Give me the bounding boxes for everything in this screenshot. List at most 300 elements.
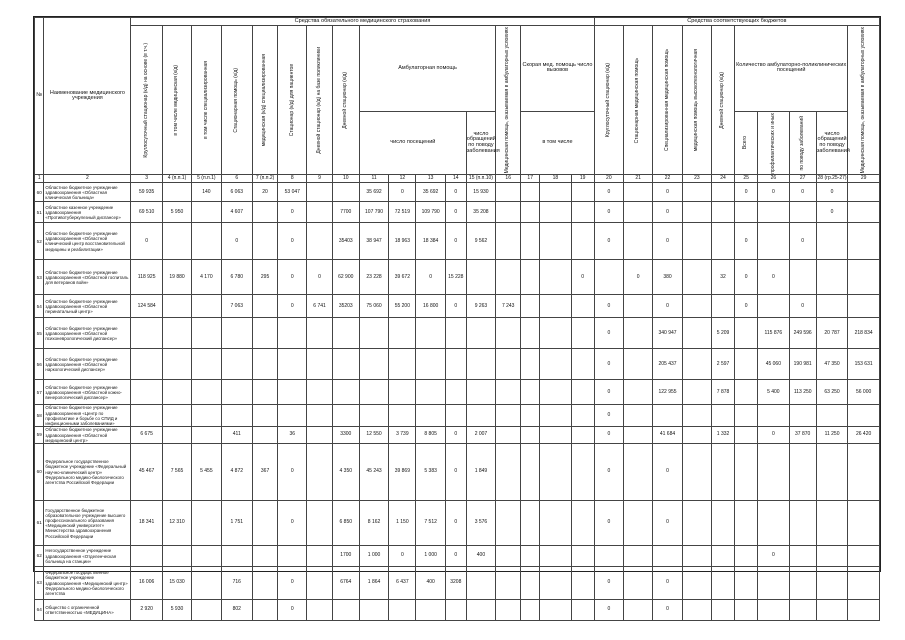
table-cell — [758, 202, 789, 223]
table-cell — [735, 501, 758, 546]
table-cell — [307, 444, 332, 501]
table-cell: 140 — [192, 183, 221, 202]
table-cell: 9 263 — [466, 295, 495, 318]
table-cell: 12 310 — [162, 501, 191, 546]
table-cell: 6 063 — [221, 183, 252, 202]
table-cell — [848, 295, 880, 318]
table-cell — [712, 546, 735, 567]
table-cell — [496, 600, 521, 621]
table-cell — [131, 546, 162, 567]
table-cell — [496, 567, 521, 600]
table-cell: 5 455 — [192, 444, 221, 501]
table-cell — [624, 183, 653, 202]
column-number: 28 (гр.25-27) — [817, 175, 847, 182]
table-cell: 118 925 — [131, 260, 162, 295]
column-number: 6 — [221, 175, 252, 183]
table-cell — [571, 405, 594, 427]
table-cell — [466, 405, 495, 427]
table-cell — [252, 318, 277, 349]
org-name: Областное бюджетное учреждение здравоохранения «Областной психоневрологический диспансер» — [44, 318, 131, 349]
budget-col-20: Круглосуточный стационар (к/д) — [594, 26, 623, 175]
budget-amb-col-27: по поводу заболеваний — [789, 111, 816, 175]
table-row — [35, 183, 880, 202]
table-cell — [521, 223, 540, 260]
table-cell: 0 — [278, 600, 307, 621]
table-cell: 11 250 — [816, 427, 847, 444]
table-cell — [735, 405, 758, 427]
row-number: 59 — [35, 427, 44, 444]
table-cell: 1 332 — [712, 427, 735, 444]
table-cell — [131, 405, 162, 427]
table-cell — [571, 295, 594, 318]
table-cell: 5 400 — [758, 380, 789, 405]
table-cell — [445, 600, 466, 621]
table-cell — [192, 318, 221, 349]
table-cell: 7 243 — [496, 295, 521, 318]
table-cell: 53 047 — [278, 183, 307, 202]
table-cell — [540, 183, 571, 202]
table-cell — [252, 349, 277, 380]
table-cell — [416, 380, 445, 405]
table-cell: 47 350 — [816, 349, 847, 380]
org-name: Областное бюджетное учреждение здравоохранения «Областная клиническая больница» — [44, 183, 131, 202]
table-cell: 0 — [758, 546, 789, 567]
table-cell — [162, 380, 191, 405]
table-cell: 36 — [278, 427, 307, 444]
table-cell — [307, 600, 332, 621]
table-cell — [389, 600, 416, 621]
table-cell: 0 — [594, 427, 623, 444]
column-number: 27 — [789, 175, 816, 183]
table-cell — [712, 600, 735, 621]
table-cell: 45 467 — [131, 444, 162, 501]
table-cell: 0 — [594, 405, 623, 427]
table-cell: 0 — [445, 223, 466, 260]
table-cell — [682, 501, 711, 546]
row-number: 64 — [35, 600, 44, 621]
table-cell — [389, 349, 416, 380]
table-cell: 12 550 — [359, 427, 388, 444]
table-cell: 38 947 — [359, 223, 388, 260]
table-cell: 190 981 — [789, 349, 816, 380]
table-cell — [571, 427, 594, 444]
section-budget: Средства соответствующих бюджетов — [594, 18, 879, 26]
row-number: 60 — [35, 444, 44, 501]
table-cell — [521, 567, 540, 600]
table-cell: 6764 — [332, 567, 359, 600]
org-name: Государственное бюджетное образовательное учреждение высшего профессионального образования «Медицинский университет» Министерства здравоохранения Российской Федерации — [44, 501, 131, 546]
table-cell — [735, 427, 758, 444]
oms-col-16: Медицинская помощь, оказываемая в амбулаторных условиях — [496, 26, 521, 175]
table-cell — [496, 546, 521, 567]
table-cell: 0 — [445, 427, 466, 444]
table-cell — [252, 202, 277, 223]
table-cell — [735, 444, 758, 501]
table-cell: 4 872 — [221, 444, 252, 501]
table-cell: 0 — [445, 202, 466, 223]
table-cell: 0 — [653, 183, 682, 202]
column-number: 18 — [540, 175, 571, 183]
table-row — [35, 567, 880, 600]
table-cell: 72 519 — [389, 202, 416, 223]
table-cell: 153 631 — [848, 349, 880, 380]
table-cell — [521, 318, 540, 349]
column-number: 7 (п.п.2) — [252, 175, 277, 183]
table-cell — [682, 405, 711, 427]
table-cell: 35 692 — [416, 183, 445, 202]
table-cell: 4 607 — [221, 202, 252, 223]
table-cell — [653, 405, 682, 427]
column-number: 22 — [653, 175, 682, 183]
table-row — [35, 380, 880, 405]
table-cell: 18 341 — [131, 501, 162, 546]
table-cell: 3 576 — [466, 501, 495, 546]
table-cell — [571, 380, 594, 405]
table-cell — [389, 380, 416, 405]
table-cell — [307, 183, 332, 202]
table-cell: 0 — [571, 260, 594, 295]
table-cell: 5 209 — [712, 318, 735, 349]
table-cell — [624, 444, 653, 501]
table-cell: 15 030 — [162, 567, 191, 600]
table-cell: 0 — [594, 444, 623, 501]
table-cell — [278, 546, 307, 567]
table-cell — [307, 427, 332, 444]
table-cell — [624, 567, 653, 600]
table-cell — [624, 380, 653, 405]
table-cell — [332, 183, 359, 202]
row-number: 54 — [35, 295, 44, 318]
table-cell: 0 — [445, 183, 466, 202]
table-cell — [359, 380, 388, 405]
table-cell: 39 672 — [389, 260, 416, 295]
column-number: 3 — [131, 175, 162, 183]
table-cell: 63 250 — [816, 380, 847, 405]
table-cell: 6 780 — [221, 260, 252, 295]
table-cell: 0 — [278, 567, 307, 600]
table-cell — [540, 501, 571, 546]
table-cell: 249 596 — [789, 318, 816, 349]
table-cell — [735, 318, 758, 349]
table-cell — [192, 546, 221, 567]
budget-amb-col-25: Всего — [735, 111, 758, 175]
table-cell: 0 — [594, 295, 623, 318]
table-cell: 0 — [416, 260, 445, 295]
table-cell — [682, 260, 711, 295]
table-row — [35, 444, 880, 501]
table-cell: 35203 — [332, 295, 359, 318]
org-name: Областное казенное учреждение здравоохранения «Противотуберкулезный диспансер» — [44, 202, 131, 223]
table-cell — [496, 501, 521, 546]
table-cell — [848, 546, 880, 567]
table-cell — [496, 260, 521, 295]
oms-col-4: в том числе медицинская (к/д) — [162, 26, 191, 175]
table-cell: 15 228 — [445, 260, 466, 295]
org-name: Федеральное государственное бюджетное учреждение здравоохранения «Медицинский центр» Федерального медико-биологического агентства — [44, 567, 131, 600]
table-cell — [445, 405, 466, 427]
table-cell: 0 — [653, 202, 682, 223]
table-row — [35, 202, 880, 223]
table-cell: 1700 — [332, 546, 359, 567]
table-cell — [624, 318, 653, 349]
table-cell: 0 — [445, 295, 466, 318]
table-cell — [466, 349, 495, 380]
table-cell — [192, 349, 221, 380]
table-cell — [540, 600, 571, 621]
report-table — [34, 17, 880, 621]
table-cell: 75 060 — [359, 295, 388, 318]
table-cell — [521, 380, 540, 405]
table-cell — [162, 223, 191, 260]
table-cell — [848, 444, 880, 501]
table-cell: 35 208 — [466, 202, 495, 223]
table-cell — [816, 546, 847, 567]
table-cell — [445, 380, 466, 405]
table-cell — [682, 444, 711, 501]
table-cell — [682, 546, 711, 567]
table-cell — [192, 427, 221, 444]
table-cell — [521, 427, 540, 444]
table-cell: 0 — [594, 202, 623, 223]
table-cell — [521, 405, 540, 427]
table-cell: 6 675 — [131, 427, 162, 444]
table-row — [35, 600, 880, 621]
table-cell: 380 — [653, 260, 682, 295]
table-cell: 0 — [758, 427, 789, 444]
table-row — [35, 260, 880, 295]
table-cell: 0 — [278, 444, 307, 501]
table-cell — [848, 600, 880, 621]
column-number: 19 — [571, 175, 594, 183]
table-cell: 205 437 — [653, 349, 682, 380]
table-cell: 1 000 — [359, 546, 388, 567]
budget-col-24: Дневной стационар (к/д) — [712, 26, 735, 175]
ambulatory-header: Амбулаторная помощь — [359, 26, 495, 112]
budget-amb-header: Количество амбулаторно-поликлинических посещений — [735, 26, 848, 112]
table-cell — [682, 318, 711, 349]
table-cell — [571, 444, 594, 501]
table-cell: 400 — [466, 546, 495, 567]
table-cell — [307, 405, 332, 427]
table-cell — [848, 405, 880, 427]
table-cell — [332, 405, 359, 427]
column-number: 13 — [416, 175, 445, 183]
table-cell: 16 006 — [131, 567, 162, 600]
table-cell: 18 384 — [416, 223, 445, 260]
table-cell: 6 437 — [389, 567, 416, 600]
column-number: 1 — [35, 175, 44, 183]
table-cell — [496, 444, 521, 501]
table-cell — [359, 349, 388, 380]
table-cell — [389, 405, 416, 427]
table-cell — [466, 600, 495, 621]
table-cell: 0 — [735, 223, 758, 260]
table-cell: 295 — [252, 260, 277, 295]
table-cell — [540, 318, 571, 349]
table-cell: 0 — [789, 183, 816, 202]
table-row — [35, 427, 880, 444]
table-cell — [735, 349, 758, 380]
table-cell — [389, 318, 416, 349]
table-cell — [252, 380, 277, 405]
table-cell — [571, 202, 594, 223]
table-cell — [624, 546, 653, 567]
table-cell — [192, 405, 221, 427]
table-cell — [445, 349, 466, 380]
table-cell — [682, 600, 711, 621]
table-cell: 56 000 — [848, 380, 880, 405]
section-oms: Средства обязательного медицинского страхования — [131, 18, 594, 26]
table-cell — [624, 202, 653, 223]
table-cell — [758, 223, 789, 260]
table-cell: 0 — [653, 501, 682, 546]
table-cell: 7700 — [332, 202, 359, 223]
table-cell — [571, 501, 594, 546]
budget-amb-col-26: профилактических и иных — [758, 111, 789, 175]
table-cell — [162, 318, 191, 349]
org-name: Областное бюджетное учреждение здравоохранения «Областной кожно-венерологический диспансер» — [44, 380, 131, 405]
table-cell: 7 878 — [712, 380, 735, 405]
table-cell: 1 751 — [221, 501, 252, 546]
table-cell — [466, 260, 495, 295]
table-cell — [624, 295, 653, 318]
table-cell: 0 — [735, 183, 758, 202]
table-cell — [252, 501, 277, 546]
table-cell: 115 876 — [758, 318, 789, 349]
table-cell — [789, 444, 816, 501]
table-cell — [496, 318, 521, 349]
table-cell — [540, 295, 571, 318]
table-cell — [682, 183, 711, 202]
table-cell: 5 950 — [162, 202, 191, 223]
table-cell: 5 383 — [416, 444, 445, 501]
column-number: 11 — [359, 175, 388, 183]
table-cell — [540, 380, 571, 405]
table-row — [35, 405, 880, 427]
table-cell — [307, 546, 332, 567]
table-cell: 340 947 — [653, 318, 682, 349]
column-number: 24 — [712, 175, 735, 183]
oms-col-9: Дневной стационар (к/д) на базе поликлиники — [307, 26, 332, 175]
table-cell — [682, 349, 711, 380]
table-cell: 3208 — [445, 567, 466, 600]
table-cell — [252, 546, 277, 567]
table-cell — [307, 318, 332, 349]
table-cell — [416, 349, 445, 380]
table-cell: 400 — [416, 567, 445, 600]
table-cell: 69 510 — [131, 202, 162, 223]
table-cell: 0 — [278, 223, 307, 260]
table-cell — [278, 318, 307, 349]
table-cell: 6 850 — [332, 501, 359, 546]
table-cell: 0 — [816, 202, 847, 223]
table-cell — [712, 567, 735, 600]
table-cell — [571, 600, 594, 621]
table-row — [35, 501, 880, 546]
table-cell — [521, 501, 540, 546]
table-cell — [712, 183, 735, 202]
table-cell — [445, 318, 466, 349]
column-number: 29 — [848, 175, 880, 183]
table-cell: 0 — [278, 501, 307, 546]
column-number: 12 — [389, 175, 416, 183]
table-cell — [466, 318, 495, 349]
table-cell: 32 — [712, 260, 735, 295]
table-cell — [712, 444, 735, 501]
table-cell — [192, 567, 221, 600]
table-cell — [540, 444, 571, 501]
table-cell: 45 243 — [359, 444, 388, 501]
table-cell — [131, 349, 162, 380]
table-cell — [192, 600, 221, 621]
table-cell: 19 880 — [162, 260, 191, 295]
table-cell: 9 562 — [466, 223, 495, 260]
table-cell: 35403 — [332, 223, 359, 260]
table-cell: 802 — [221, 600, 252, 621]
table-cell: 367 — [252, 444, 277, 501]
table-row — [35, 295, 880, 318]
table-cell — [192, 202, 221, 223]
table-cell — [712, 501, 735, 546]
oms-col-3: Круглосуточный стационар (к/д) на основе (в т.ч.) — [131, 26, 162, 175]
table-cell — [789, 600, 816, 621]
table-row — [35, 349, 880, 380]
table-cell — [162, 295, 191, 318]
table-cell: 218 834 — [848, 318, 880, 349]
row-number: 58 — [35, 405, 44, 427]
table-cell — [521, 600, 540, 621]
table-cell: 18 963 — [389, 223, 416, 260]
table-cell: 0 — [653, 567, 682, 600]
corner-no: № — [35, 18, 44, 175]
table-cell — [594, 546, 623, 567]
table-cell: 124 584 — [131, 295, 162, 318]
column-numbers-row — [35, 175, 880, 183]
org-name-header: Наименование медицинского учреждения — [44, 18, 131, 175]
table-cell — [252, 405, 277, 427]
org-name: Областное бюджетное учреждение здравоохранения «Областной медицинский центр» — [44, 427, 131, 444]
table-cell: 0 — [735, 295, 758, 318]
table-cell: 7 565 — [162, 444, 191, 501]
table-cell: 3 739 — [389, 427, 416, 444]
table-cell — [521, 349, 540, 380]
table-cell — [624, 600, 653, 621]
table-cell — [192, 223, 221, 260]
table-cell: 8 162 — [359, 501, 388, 546]
table-cell — [496, 349, 521, 380]
table-cell: 0 — [653, 295, 682, 318]
table-cell — [278, 349, 307, 380]
table-cell: 15 930 — [466, 183, 495, 202]
table-cell — [571, 546, 594, 567]
table-cell — [416, 600, 445, 621]
column-number: 5 (п.п.1) — [192, 175, 221, 183]
table-cell: 26 420 — [848, 427, 880, 444]
table-cell: 45 060 — [758, 349, 789, 380]
table-cell — [307, 202, 332, 223]
table-cell — [594, 260, 623, 295]
table-cell — [252, 600, 277, 621]
table-cell: 0 — [307, 260, 332, 295]
table-cell — [252, 427, 277, 444]
row-number: 62 — [35, 546, 44, 567]
table-cell — [735, 567, 758, 600]
table-cell — [571, 349, 594, 380]
table-cell: 113 250 — [789, 380, 816, 405]
table-cell — [816, 501, 847, 546]
table-cell: 62 900 — [332, 260, 359, 295]
table-cell — [789, 260, 816, 295]
